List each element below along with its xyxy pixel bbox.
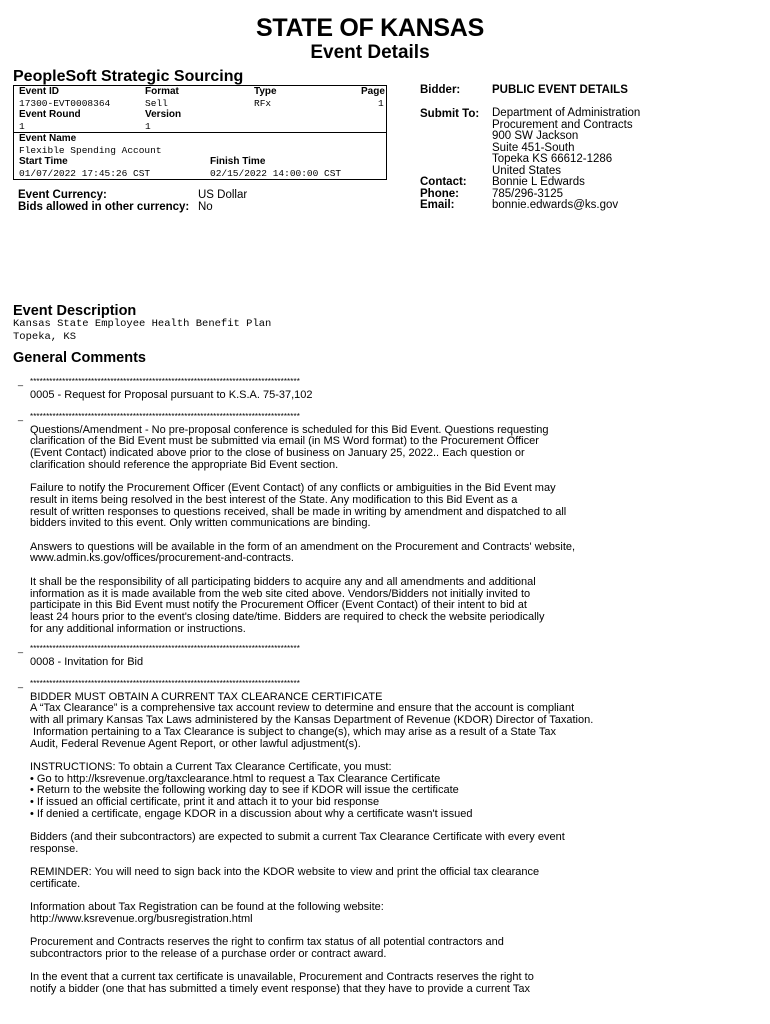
page-value: 1 [378,98,384,109]
type-value: RFx [254,98,272,109]
description-line: Topeka, KS [13,331,77,343]
comment-line: (Event Contact) indicated above prior to the close of business on January 25, 2022.. Each question or [30,447,525,460]
phone-label: Phone: [420,187,459,200]
address-line: 900 SW Jackson [492,130,579,143]
comment-line: least 24 hours prior to the event's closing date/time. Bidders are required to check the website periodically [30,610,545,623]
phone-value: 785/296-3125 [492,187,563,200]
address-line: Topeka KS 66612-1286 [492,153,613,166]
comment-line: BIDDER MUST OBTAIN A CURRENT TAX CLEARANCE CERTIFICATE [30,690,383,703]
comment-line: clarification should reference the appropriate Bid Event section. [30,458,339,471]
separator-stars: ************************************************************************************ [30,679,300,688]
contact-labels [420,177,467,212]
event-name-label: Event Name [19,133,77,144]
contact-value: Bonnie L Edwards [492,176,585,188]
separator-stars: ************************************************************************************ [30,644,300,653]
submit-to-label: Submit To: [420,108,480,120]
other-currency-value: No [198,201,213,213]
comment-0005: 0005 - Request for Proposal pursuant to K.S.A. 75-37,102 [30,388,313,401]
comment-block-2 [18,411,630,635]
event-description-title: Event Description [13,303,137,319]
comment-line: A “Tax Clearance” is a comprehensive tax account review to determine and ensure that the account is compliant [30,702,575,715]
comment-line: In the event that a current tax certificate is unavailable, Procurement and Contracts reserves the right to [30,971,534,984]
address-line: Suite 451-South [492,141,575,154]
comment-0008: 0008 - Invitation for Bid [30,655,144,668]
event-description-text [13,318,271,344]
comment-line: with all primary Kansas Tax Laws administered by the Kansas Department of Revenue (KDOR) Director of Taxation. [30,714,594,727]
general-comments-title: General Comments [13,350,146,366]
comment-line: Bidders (and their subcontractors) are expected to submit a current Tax Clearance Certificate with every event [30,831,565,844]
round-label: Event Round [19,109,81,120]
comment-line: Information about Tax Registration can be found at the following website: [30,901,384,914]
comment-line: for any additional information or instructions. [30,622,246,635]
bidder-label: Bidder: [420,84,461,96]
comment-line: Failure to notify the Procurement Officer (Event Contact) of any conflicts or ambiguities in the Bid Event may [30,482,556,495]
type-label: Type [254,86,277,97]
comment-line: • If issued an official certificate, print it and attach it to your bid response [30,796,380,809]
comment-line: result in items being resolved in the best interest of the State. Any modification to this Bid Event as a [30,493,518,506]
other-currency-label: Bids allowed in other currency: [18,201,190,213]
event-name-value: Flexible Spending Account [19,145,162,156]
email-value: bonnie.edwards@ks.gov [492,199,619,212]
comment-block-4 [18,678,630,996]
separator-stars: ************************************************************************************ [30,377,300,386]
comment-block-1 [18,376,630,401]
comment-line: notify a bidder (one that has submitted a timely event response) that they have to provide a current Tax [30,983,530,996]
description-line: Kansas State Employee Health Benefit Plan [13,318,272,330]
comment-line: response. [30,842,79,855]
version-value: 1 [145,121,151,132]
comment-line: certificate. [30,877,81,890]
comment-line: information as it is made available from the web site cited above. Vendors/Bidders not initially invited to [30,587,531,600]
format-value: Sell [145,98,168,109]
address-line: Procurement and Contracts [492,118,633,131]
contact-values [492,177,618,212]
comment-line: http://www.ksrevenue.org/busregistration.html [30,913,253,925]
currency-label: Event Currency: [18,189,107,201]
event-id-label: Event ID [19,86,60,97]
bidder-value: PUBLIC EVENT DETAILS [492,84,628,96]
start-time-value: 01/07/2022 17:45:26 CST [19,168,151,179]
comment-line: result of written responses to questions received, shall be made in writing by amendment and dispatched to all [30,505,567,518]
comment-line: • If denied a certificate, engage KDOR in a discussion about why a certificate wasn't issued [30,807,473,820]
finish-time-value: 02/15/2022 14:00:00 CST [210,168,342,179]
separator-dash: _ [18,411,24,421]
event-info-box [13,85,387,180]
separator-dash: _ [18,376,24,386]
currency-value: US Dollar [198,189,248,201]
comment-line: • Go to http://ksrevenue.org/taxclearance.html to request a Tax Clearance Certificate [30,772,441,785]
comment-line: REMINDER: You will need to sign back into the KDOR website to view and print the official tax clearance [30,866,540,879]
comment-line: Procurement and Contracts reserves the right to confirm tax status of all potential contractors and [30,936,504,949]
submit-address [492,108,640,178]
contact-label: Contact: [420,176,467,188]
separator-dash: _ [18,643,24,653]
comment-line: Questions/Amendment - No pre-proposal conference is scheduled for this Bid Event. Questions requesting [30,423,549,436]
comment-line: Information pertaining to a Tax Clearance is subject to change(s), which may arise as a result of a State Tax [30,725,557,738]
event-id-value: 17300-EVT0008364 [19,98,111,109]
separator-stars: ************************************************************************************ [30,412,300,421]
comment-line: subcontractors prior to the release of a purchase order or contract award. [30,948,387,961]
address-line: Department of Administration [492,107,641,119]
comment-line: participate in this Bid Event must notify the Procurement Officer (Event Contact) of their intent to bid at [30,599,527,612]
comment-line: It shall be the responsibility of all participating bidders to acquire any and all amendments and additional [30,575,536,588]
round-value: 1 [19,121,25,132]
version-label: Version [145,109,182,120]
comment-line: bidders invited to this event. Only written communications are binding. [30,517,371,530]
system-name: PeopleSoft Strategic Sourcing [13,68,244,85]
comment-line: clarification of the Bid Event must be submitted via email (in MS Word format) to the Procurement Officer [30,435,539,448]
comment-line: INSTRUCTIONS: To obtain a Current Tax Clearance Certificate, you must: [30,760,392,773]
comment-line: Answers to questions will be available in the form of an amendment on the Procurement and Contracts' website, [30,540,576,553]
address-line: United States [492,164,562,177]
separator-dash: _ [18,678,24,688]
comment-line: Audit, Federal Revenue Agent Report, or other lawful adjustment(s). [30,737,361,750]
comment-line: • Return to the website the following working day to see if KDOR will issue the certificate [30,784,459,797]
comment-block-3 [18,643,630,668]
page-label: Page [361,86,385,97]
page-subtitle: Event Details [310,42,430,63]
start-time-label: Start Time [19,156,68,167]
email-label: Email: [420,199,455,212]
format-label: Format [145,86,179,97]
finish-time-label: Finish Time [210,156,266,167]
state-title: STATE OF KANSAS [256,14,484,42]
comment-line: www.admin.ks.gov/offices/procurement-and-contracts. [30,552,294,565]
